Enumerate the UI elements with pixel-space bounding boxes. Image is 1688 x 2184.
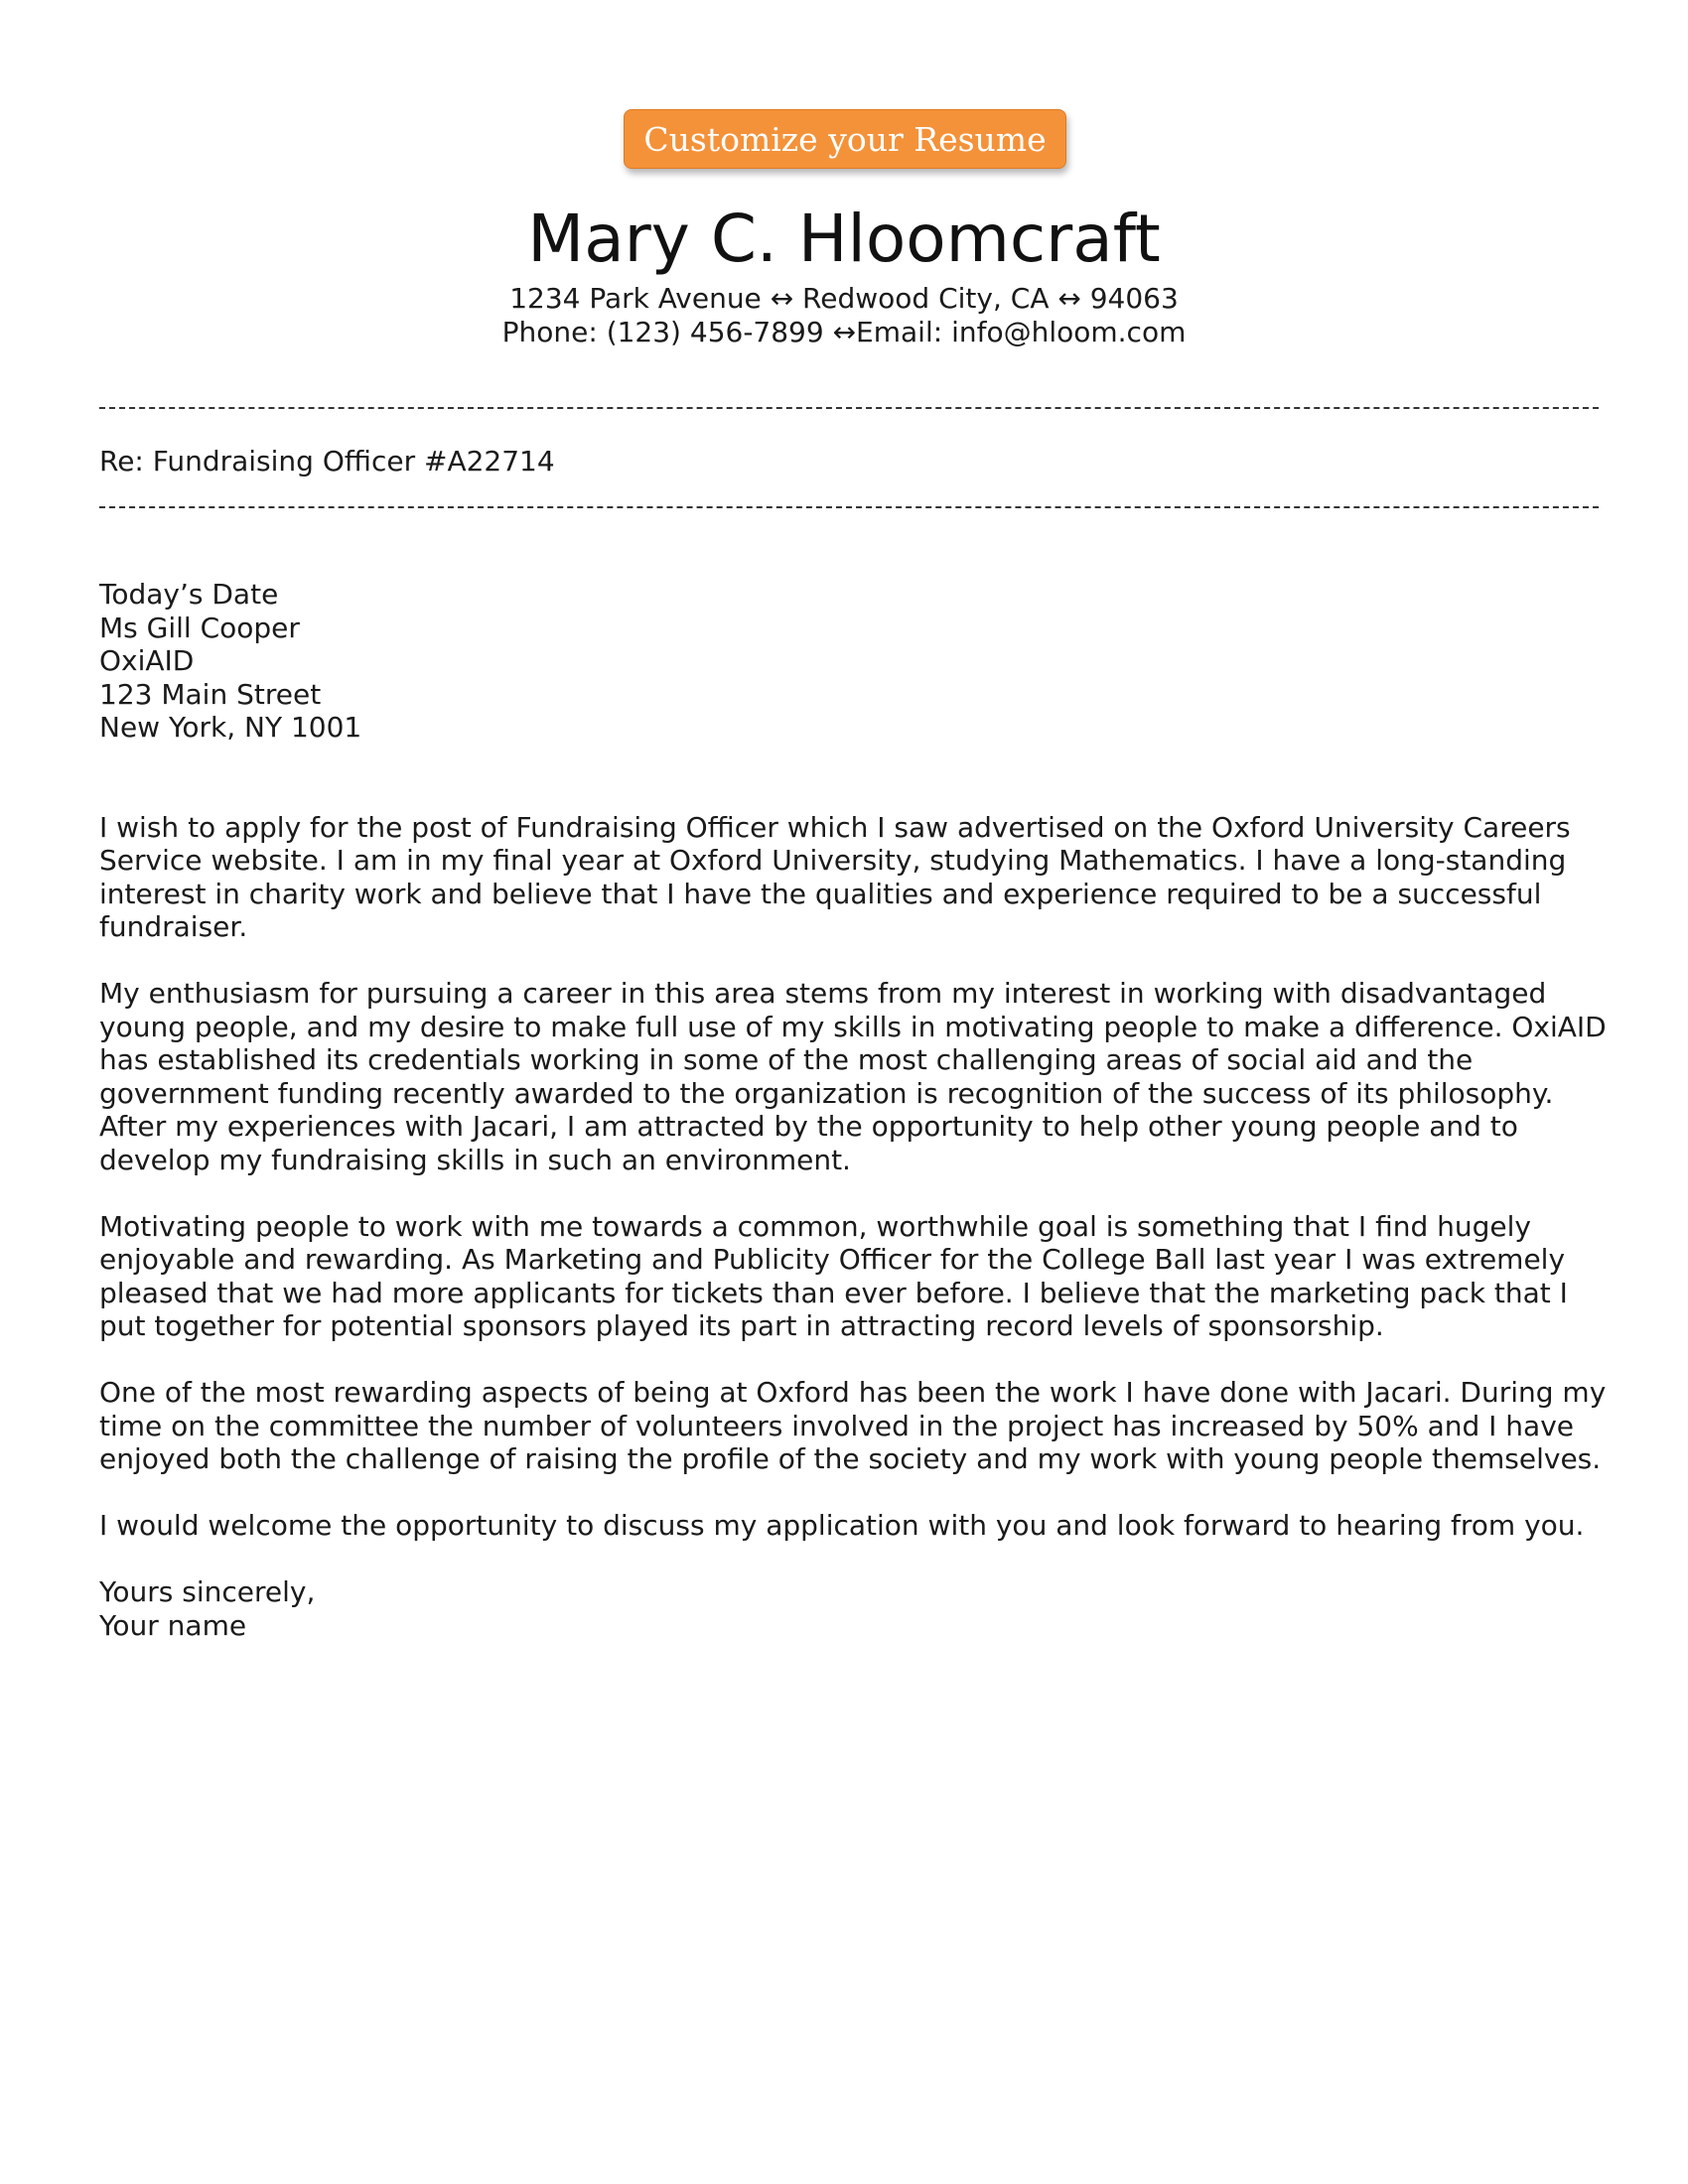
letter-header: [0, 197, 1688, 349]
divider-top: [99, 407, 1599, 409]
paragraph-closing: I would welcome the opportunity to discuss my application with you and look forward to hearing from you.: [99, 1509, 1585, 1542]
subject-line: Re: Fundraising Officer #A22714: [99, 445, 555, 478]
address-line: 1234 Park Avenue ↔ Redwood City, CA ↔ 94063: [509, 282, 1179, 315]
recipient-city: New York, NY 1001: [99, 711, 362, 744]
customize-resume-button[interactable]: Customize your Resume: [624, 109, 1066, 169]
phone-email-line: Phone: (123) 456-7899 ↔Email: info@hloom.com: [501, 316, 1187, 348]
date: Today’s Date: [99, 578, 279, 611]
paragraph-intro: I wish to apply for the post of Fundraising Officer which I saw advertised on the Oxford University Careers Service website. I am in my final year at Oxford University, studying Mathematics. I have a long-standing interest in charity work and believe that I have the qualities and experience required to be a successful fundraiser.: [99, 810, 1571, 943]
recipient-name: Ms Gill Cooper: [99, 611, 300, 644]
divider-bottom: [99, 506, 1599, 508]
recipient-street: 123 Main Street: [99, 677, 322, 711]
recipient-company: OxiAID: [99, 644, 195, 677]
paragraph-motivation: Motivating people to work with me towards a common, worthwhile goal is something that I find hugely enjoyable and rewarding. As Marketing and Publicity Officer for the College Ball last year I was extremely pleased that we had more applicants for tickets than ever before. I believe that the marketing pack that I put together for potential sponsors played its part in attracting record levels of sponsorship.: [99, 1209, 1568, 1342]
paragraph-experience: One of the most rewarding aspects of being at Oxford has been the work I have done with Jacari. During my time on the committee the number of volunteers involved in the project has increased by 50% and I have enjoyed both the challenge of raising the profile of the society and my work with young people themselves.: [99, 1376, 1607, 1475]
signature: Your name: [99, 1608, 247, 1642]
letter-body: [99, 578, 1609, 1642]
salutation: Yours sincerely,: [99, 1575, 316, 1608]
closing-block: [99, 1575, 1609, 1642]
paragraph-enthusiasm: My enthusiasm for pursuing a career in this area stems from my interest in working with disadvantaged young people, and my desire to make full use of my skills in motivating people to make a difference. OxiAID has established its credentials working in some of the most challenging areas of social aid and the government funding recently awarded to the organization is recognition of the success of its philosophy. After my experiences with Jacari, I am attracted by the opportunity to help other young people and to develop my fundraising skills in such an environment.: [99, 977, 1607, 1176]
recipient-block: [99, 578, 1609, 745]
applicant-name: Mary C. Hloomcraft: [527, 201, 1161, 277]
